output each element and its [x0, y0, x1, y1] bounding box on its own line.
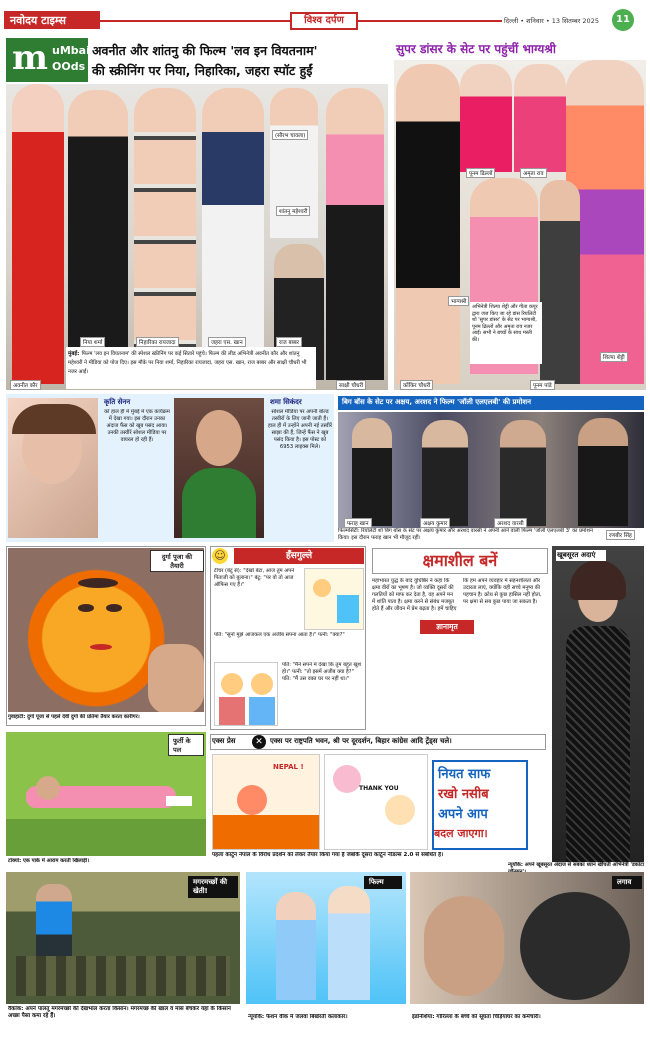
label-avneet: अवनीत कौर	[10, 380, 41, 390]
shama-name: शमा सिकंदर	[270, 398, 302, 406]
bigboss-headline: बिग बॉस के सेट पर अक्षय, अरशद ने फिल्म 'जॉली एलएलबी' की प्रमोशन	[342, 398, 532, 406]
cartoon-thank-you: THANK YOU	[359, 785, 399, 792]
niyat-line-3: अपने आप	[438, 807, 488, 822]
niyat-line-1: नियत साफ	[438, 767, 491, 782]
kshama-headline: क्षमाशील बनें	[372, 548, 548, 574]
kshama-text: महाभारत युद्ध के बाद युधिष्ठिर ने कहा कि क्षमा वीरों का भूषण है। जो व्यक्ति दूसरों की गलतियों को माफ कर देता है, वह अपने मन में शांति पाता है। क्षमा करने से संबंध मजबूत होते हैं और जीवन में प्रेम बढ़ता है। हमें चाहिए कि हम अपने व्यवहार में सहनशीलता और उदारता लाएं, क्योंकि यही सच्चे मनुष्य की पहचान है। क्रोध से कुछ हासिल नहीं होता, पर क्षमा से सब कुछ पाया जा सकता है।	[372, 578, 542, 612]
kriti-name: कृति सेनन	[104, 398, 131, 406]
label-zahra: जहरा एस. खान	[208, 337, 246, 347]
screening-photo	[6, 84, 388, 390]
super-dancer-caption: अभिनेत्री शिल्पा शेट्टी और गीता कपूर द्वारा जज किए जा रहे डांस रियलिटी शो 'सुपर डांसर' के सेट पर भाग्यश्री, पूनम ढिल्लों और अमृता राव नजर आईं। सभी ने बच्चों के साथ मस्ती की।	[470, 302, 542, 364]
fashion-photo	[552, 546, 644, 876]
humor-emoji-icon: ☺	[212, 548, 228, 564]
humor-cartoon-1	[304, 568, 364, 630]
x-logo-icon: ✕	[252, 735, 266, 749]
yoga-caption: टोक्यो: एक पार्क में आराम करती खिलाड़ी।	[8, 858, 90, 864]
label-sakshi: साक्षी चौधरी	[336, 380, 366, 390]
fashion-week-tag: फिल्म	[364, 876, 402, 889]
logo-m: m	[12, 38, 48, 78]
label-raj: राज बब्बर	[276, 337, 302, 347]
shama-text: सोशल मीडिया पर अपनी बोल्ड तस्वीरों के लिए जानी जाती हैं। हाल ही में उन्होंने अपनी नई तस्वीरें साझा की हैं, जिन्हें फैंस ने खूब पसंद किया है। इस पोस्ट को 6953 लाइक्स मिले।	[268, 409, 332, 450]
express-label: एक्स प्रेस	[212, 737, 236, 745]
gyanamrit-tag: ज्ञानामृत	[420, 620, 474, 634]
caption-lead: मुंबई:	[68, 351, 80, 357]
niyat-line-4: बदल जाएगा।	[434, 827, 488, 840]
bigboss-photo	[338, 412, 644, 528]
cartoon-nepal-text: NEPAL !	[273, 763, 304, 771]
durga-tag: दुर्गा पूजा की तैयारी	[150, 550, 204, 572]
joke-2: पति: "सुनो मुझे आजकल एक अजीब सपना आता है।" पत्नी: "क्या?"	[214, 632, 345, 638]
fashion-week-photo	[246, 872, 406, 1004]
label-niharika: निहारिका रायजादा	[136, 337, 179, 347]
fashion-caption: न्यूयॉर्क: अपने खूबसूरत अंदाज से सबका ध्यान खींचती अभिनेत्री 'डकोटा	[508, 862, 646, 876]
niyat-line-2: रखो नसीब	[438, 787, 489, 802]
screening-caption	[66, 347, 316, 389]
yoga-tag: फुर्ती के पल	[168, 734, 204, 756]
label-farah: फराह खान	[344, 518, 372, 528]
label-shantanu: शांतनु महेश्वरी	[276, 206, 310, 216]
bigboss-caption: फिल्मसिटी: रियलिटी शो बिग बॉस के सेट पर अक्षय कुमार और अरशद वारसी ने अपनी आने वाली फिल्म 'जॉली एलएलबी 3' का प्रमोशन किया। इस दौरान फराह खान भी मौजूद रहीं।	[338, 528, 593, 541]
shama-photo	[174, 398, 264, 538]
top-left-headline-1: अवनीत और शांतनु की फिल्म 'लव इन वियतनाम'	[92, 43, 318, 58]
masthead-title: नवोदय टाइम्स	[10, 14, 66, 27]
humor-title: हँसगुल्ले	[234, 548, 364, 564]
super-dancer-headline: सुपर डांसर के सेट पर पहुंचीं भाग्यश्री	[396, 42, 556, 56]
header-bar	[0, 0, 650, 34]
label-shilpa: शिल्पा शेट्टी	[600, 352, 628, 362]
humor-cartoon-2	[214, 662, 278, 726]
kriti-text: को हाल ही में मुंबई में एक कार्यक्रम में देखा गया। इस दौरान उनका अंदाज फैंस को खूब पसंद आया। उनकी तस्वीरें सोशल मीडिया पर वायरल हो रही हैं।	[104, 409, 170, 443]
label-arshad: अरशद वारसी	[494, 518, 527, 528]
joke-3: पति: "मैंने सपने में देखा कि तुम बहुत खुश हो।" पत्नी: "तो इसमें अजीब क्या है?" पति: "मैं उस वक्त घर पर नहीं था।"	[282, 662, 362, 682]
fashion-tag: खूबसूरत अदाएं	[556, 550, 606, 561]
fashion-week-caption: न्यूयॉर्क: फैशन वीक में जलवा बिखेरतीं कलाकार।	[248, 1014, 348, 1020]
header-rule-right	[358, 20, 502, 22]
top-left-headline-2: की स्क्रीनिंग पर निया, निहारिका, जहरा स्पॉट हुईं	[92, 63, 313, 78]
cartoon-nepal	[212, 754, 320, 850]
express-text: एक्स पर राष्ट्रपति भवन, श्री पर दूरदर्शन, बिहार कांग्रेस आदि ट्रेंड्स चले।	[270, 737, 452, 745]
page-number: 11	[612, 9, 634, 31]
logo-line-2: OOds	[52, 60, 86, 73]
gorilla-caption: इंडोनेशिया: गोरिल्ला के बच्चे को सूघता चिड़ियाघर का कर्मचारी।	[412, 1014, 541, 1020]
cartoon-needles	[324, 754, 428, 850]
durga-photo	[8, 548, 204, 712]
gorilla-photo	[410, 872, 644, 1004]
kriti-photo	[8, 398, 98, 538]
label-akshay: अक्षय कुमार	[420, 518, 450, 528]
label-konkir: कोंकिर चौधरी	[400, 380, 433, 390]
joke-1: टीचर (बंटू से): "देखो बेटा, आज तुम अपने पिताजी को बुलाना।" बंटू: "पर वो तो आज ऑफिस गए हैं।"	[214, 568, 295, 588]
durga-caption: गुवाहाटी: दुर्गा पूजा से पहले देवी दुर्गा की प्रतिमा तैयार करता कारीगर।	[8, 714, 140, 720]
date-line: दिल्ली • शनिवार • 13 सितम्बर 2025	[504, 17, 599, 25]
label-poonam-dhillon: पूनम ढिल्लों	[466, 168, 495, 178]
label-ranbir: रणबीर सिंह	[606, 530, 635, 540]
label-bhagyashree: भाग्यश्री	[448, 296, 469, 306]
croc-caption: वैंकांक: अपने पालतू मगरमच्छों की देखभाल करता किसान। मगरमच्छ की खाल व मांस बेचकर यहां के किसान अच्छा पैसा कमा रहे हैं।	[8, 1006, 231, 1019]
caption-text: फिल्म 'लव इन वियतनाम' की स्पेशल स्क्रीनिंग पर कई सितारे पहुंचे। फिल्म की लीड अभिनेत्री अवनीत कौर और शांतनु महेश्वरी ने मीडिया को पोज दिए। इस मौके पर निया शर्मा, निहारिका रायजादा, जहरा एस. खान, राज बब्बर और साक्षी चौधरी भी नजर आईं।	[68, 351, 307, 375]
gorilla-tag: लगाव	[612, 876, 642, 889]
label-nia: निया शर्मा	[80, 337, 105, 347]
croc-tag: मगरमच्छों की खेती!	[188, 876, 238, 898]
label-amrita: अमृता राव	[520, 168, 547, 178]
header-rule	[100, 20, 290, 22]
label-saurabh: (सौरभ चावला)	[272, 130, 308, 140]
label-poonam-pandey: पूनम पांडे	[530, 380, 555, 390]
logo-line-1: uMbai	[52, 44, 90, 57]
cartoon-caption: पहला कार्टून नेपाल के विरोध प्रदर्शन को लेकर तैयार किया गया है जबकि दूसरा कार्टून नीडल्स 2.0 से संबंधित है।	[212, 852, 444, 858]
section-title: विश्व दर्पण	[290, 12, 358, 30]
